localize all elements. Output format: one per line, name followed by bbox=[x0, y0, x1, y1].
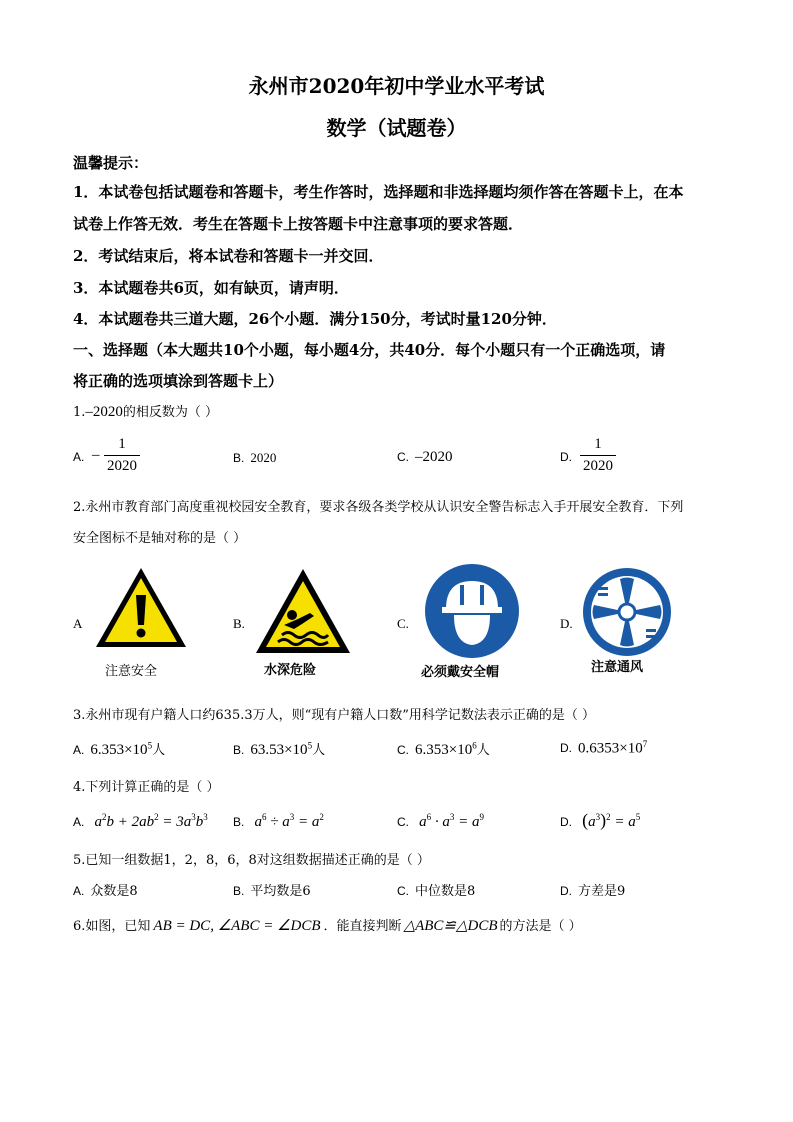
q1-option-d-numerator: 1 bbox=[594, 436, 602, 452]
q3-option-c: C. $6.353\times 10^6$人 bbox=[397, 740, 490, 758]
exam-subtitle: 数学（试题卷） bbox=[326, 116, 467, 140]
helmet-sign-icon bbox=[424, 563, 520, 663]
question-2-line-2: 安全图标不是轴对称的是（ ） bbox=[73, 531, 247, 546]
q3-option-a: A. $6.353\times 10^5$人 bbox=[73, 740, 166, 758]
question-2-line-1: 2.永州市教育部门高度重视校园安全教育，要求各级各类学校从认识安全警告标志入手开展安全教育．下列 bbox=[73, 500, 684, 515]
question-3: 3.永州市现有户籍人口约635.3万人，则“现有户籍人口数”用科学记数法表示正确的是（ ） bbox=[73, 708, 596, 723]
q1-option-d-fraction bbox=[580, 436, 616, 475]
question-6-middle: ．能直接判断 bbox=[323, 919, 402, 934]
question-6 bbox=[73, 915, 582, 935]
q2-option-d-caption: 注意通风 bbox=[591, 660, 644, 675]
q1-option-a-numerator: 1 bbox=[118, 436, 126, 452]
q4-option-a: A. $a^2b + 2ab^2 = 3a^3b^3$ bbox=[73, 812, 208, 830]
q4-option-b: B. $a^6 \div a^3 = a^2$ bbox=[233, 812, 324, 830]
notice-line-1: 1．本试卷包括试题卷和答题卡，考生作答时，选择题和非选择题均须作答在答题卡上，在本 bbox=[73, 183, 684, 201]
question-5: 5.已知一组数据1，2，8，6，8对这组数据描述正确的是（ ） bbox=[73, 853, 430, 868]
q2-option-a-label: A bbox=[73, 616, 83, 631]
q2-option-d-label: D. bbox=[560, 616, 573, 631]
q1-option-a-sign: – bbox=[92, 447, 100, 463]
q4-option-d: D. $(a^3)^2 = a^5$ bbox=[560, 810, 641, 830]
q4-option-c-expr: $a^6 \cdot a^3 = a^9$ bbox=[419, 812, 485, 830]
question-4: 4.下列计算正确的是（ ） bbox=[73, 780, 220, 795]
q5-option-c: C. 中位数是8 bbox=[397, 884, 476, 899]
q4-option-c: C. $a^6 \cdot a^3 = a^9$ bbox=[397, 812, 485, 830]
q1-option-a-fraction bbox=[104, 436, 140, 475]
question-6-conclusion: △ABC≌△DCB bbox=[403, 918, 498, 934]
question-6-suffix: 的方法是（ ） bbox=[499, 919, 582, 934]
q3-option-d: D. $0.6353\times 10^7$ bbox=[560, 739, 648, 757]
exam-title: 永州市2020年初中学业水平考试 bbox=[248, 74, 545, 98]
notice-line-4: 3．本试题卷共6页，如有缺页，请声明． bbox=[73, 279, 349, 297]
q1-option-d-label: D. bbox=[560, 450, 572, 464]
question-1-prefix: 1. bbox=[73, 405, 86, 420]
notice-heading: 温馨提示： bbox=[73, 154, 149, 172]
q5-option-a: A. 众数是8 bbox=[73, 884, 138, 899]
q2-option-b-label: B. bbox=[233, 616, 245, 631]
q5-option-d: D. 方差是9 bbox=[560, 884, 626, 899]
question-1-number: –2020 bbox=[85, 404, 123, 420]
question-1 bbox=[73, 401, 218, 421]
q1-option-a-label: A. bbox=[73, 450, 85, 464]
q2-option-a-caption: 注意安全 bbox=[105, 664, 158, 679]
section-heading-line-2: 将正确的选项填涂到答题卡上） bbox=[73, 372, 284, 390]
question-6-condition: AB = DC, ∠ABC = ∠DCB bbox=[153, 918, 321, 934]
ventilation-sign-icon bbox=[582, 567, 672, 661]
q2-option-c-caption: 必须戴安全帽 bbox=[421, 665, 500, 680]
question-1-suffix: 的相反数为（ ） bbox=[122, 405, 219, 420]
notice-line-5: 4．本试题卷共三道大题，26个小题．满分150分，考试时量120分钟． bbox=[73, 310, 557, 328]
warning-sign-icon bbox=[93, 565, 189, 655]
q2-option-b-caption: 水深危险 bbox=[264, 663, 317, 678]
q4-option-a-expr: $a^2b + 2ab^2 = 3a^3b^3$ bbox=[94, 812, 208, 830]
q5-option-b: B. 平均数是6 bbox=[233, 884, 311, 899]
notice-line-3: 2．考试结束后，将本试卷和答题卡一并交回． bbox=[73, 247, 384, 265]
question-6-prefix: 6.如图，已知 bbox=[73, 919, 151, 934]
notice-line-2: 试卷上作答无效．考生在答题卡上按答题卡中注意事项的要求答题． bbox=[73, 215, 524, 233]
q2-option-c-label: C. bbox=[397, 616, 409, 631]
q1-option-a-denominator: 2020 bbox=[107, 458, 137, 474]
q3-option-b: B. $63.53\times 10^5$人 bbox=[233, 740, 326, 758]
section-heading-line-1: 一、选择题（本大题共10个小题，每小题4分，共40分．每个小题只有一个正确选项，请 bbox=[73, 341, 666, 359]
q1-option-b: B. 2020 bbox=[233, 450, 277, 465]
q1-option-d-denominator: 2020 bbox=[583, 458, 613, 474]
q4-option-d-expr: $(a^3)^2 = a^5$ bbox=[582, 810, 641, 830]
q1-option-c: C. –2020 bbox=[397, 449, 453, 465]
deep-water-sign-icon bbox=[254, 567, 352, 659]
q4-option-b-expr: $a^6 \div a^3 = a^2$ bbox=[254, 812, 324, 830]
